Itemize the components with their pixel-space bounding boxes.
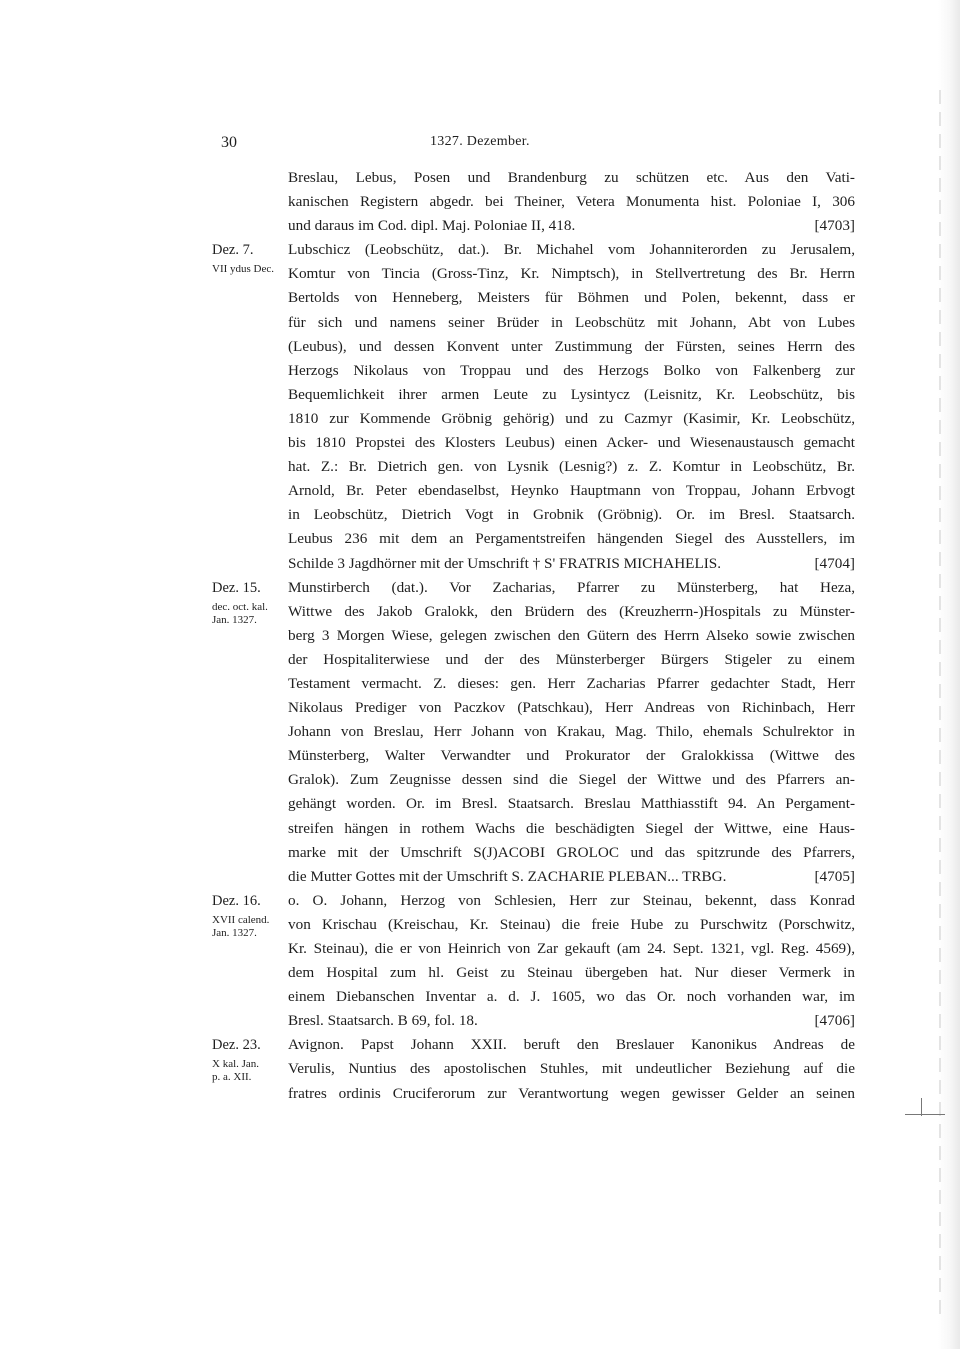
entry-date: Dez. 15. <box>212 579 261 596</box>
text-line: berg 3 Morgen Wiese, gelegen zwischen den Gütern des Herrn Alseko sowie zwischen <box>288 626 855 644</box>
scan-edge <box>938 0 960 1349</box>
text-line: Munstirberch (dat.). Vor Zacharias, Pfarrer zu Münsterberg, hat Heza, <box>288 578 855 596</box>
text-line: Leubus 236 mit dem an Pergamentstreifen hängenden Siegel des Ausstellers, im <box>288 530 855 548</box>
text-line: (Leubus), und dessen Konvent unter Zustimmung der Fürsten, seines Herrn des <box>288 337 855 355</box>
page-number: 30 <box>221 134 237 151</box>
regest-number: [4704] <box>814 554 855 572</box>
text-line: einem Diebanschen Inventar a. d. J. 1605, wo das Or. noch vorhanden war, im <box>288 988 855 1006</box>
text-line: fratres ordinis Cruciferorum zur Verantwortung wegen gewisser Gelder an seinen <box>288 1084 855 1102</box>
entry-date-latin: XVII calend. <box>212 913 270 926</box>
text-line: bis 1810 Propstei des Klosters Leubus) einen Acker- und Wiesenaustausch gemacht <box>288 434 855 452</box>
text-line: der Hospitaliterwiese und der des Münsterberger Bürgers Stigeler zu einem <box>288 650 855 668</box>
text-line: Avignon. Papst Johann XXII. beruft den Breslauer Kanonikus Andreas de <box>288 1036 855 1054</box>
regest-number: [4703] <box>814 217 855 235</box>
text-line: marke mit der Umschrift S(J)ACOBI GROLOC und das spitzrunde des Pfarrers, <box>288 843 855 861</box>
margin-date <box>212 576 288 626</box>
text-line: Nikolaus Prediger von Paczkov (Patschkau), Herr Andreas von Richinbach, Herr <box>288 699 855 717</box>
text-line: Verulis, Nuntius des apostolischen Stuhles, mit undeutlicher Beziehung auf die <box>288 1060 855 1078</box>
margin-date <box>212 1033 288 1083</box>
entry-date: Dez. 23. <box>212 1037 261 1054</box>
text-line: Münsterberg, Walter Verwandter und Prokurator der Gralokkissa (Wittwe des <box>288 747 855 765</box>
text-line: von Krischau (Kreischau, Kr. Steinau) die freie Hube zu Purschwitz (Porschwitz, <box>288 915 855 933</box>
margin-date <box>212 238 288 275</box>
text-line: Breslau, Lebus, Posen und Brandenburg zu schützen etc. Aus den Vati- <box>288 169 855 186</box>
text-line: in Leobschütz, Dietrich Vogt in Grobnik (Gröbnig). Or. im Bresl. Staatsarch. <box>288 506 855 524</box>
text-line: streifen hängen in rothem Wachs die beschädigten Siegel der Wittwe, eine Haus- <box>288 819 855 837</box>
entry-date-latin: dec. oct. kal. <box>212 600 268 613</box>
text-line: Gralok). Zum Zeugnisse dessen sind die Siegel der Wittwe und des Pfarrers an- <box>288 771 855 789</box>
entry-date-latin: Jan. 1327. <box>212 613 257 626</box>
text-line: Bequemlichkeit ihrer armen Leute zu Lysintycz (Leisnitz, Kr. Leobschütz, bis <box>288 385 855 403</box>
text-line: für sich und namens seiner Brüder in Leobschütz mit Johann, Abt von Lubes <box>288 313 855 331</box>
document-body <box>212 166 857 1106</box>
margin-date <box>212 889 288 939</box>
regest-entry <box>212 238 857 575</box>
text-line: Testament vermacht. Z. dieses: gen. Herr Zacharias Pfarrer gedachter Stadt, Herr <box>288 674 855 692</box>
text-line: Kr. Steinau), die er von Heinrich von Zar gekauft (am 24. Sept. 1321, vgl. Reg. 4569), <box>288 940 855 957</box>
text-line: Johann von Breslau, Herr Johann von Krakau, Mag. Thilo, ehemals Schulrektor in <box>288 723 855 741</box>
text-line-content: und daraus im Cod. dipl. Maj. Poloniae II, 418. <box>288 217 576 235</box>
text-line-content: Bresl. Staatsarch. B 69, fol. 18. <box>288 1012 478 1030</box>
text-line: hat. Z.: Br. Dietrich gen. von Lysnik (Lesnig?) z. Z. Komtur in Leobschütz, Br. <box>288 458 855 476</box>
entry-date-latin: p. a. XII. <box>212 1071 252 1084</box>
entry-date-latin: X kal. Jan. <box>212 1058 260 1071</box>
text-line: Komtur von Tincia (Gross-Tinz, Kr. Nimptsch), in Stellvertretung des Br. Herrn <box>288 265 855 283</box>
regest-number: [4705] <box>814 867 855 885</box>
entry-date: Dez. 16. <box>212 892 261 909</box>
regest-entry <box>212 1033 857 1105</box>
regest-entry <box>212 166 857 238</box>
text-line-last <box>288 1009 855 1033</box>
text-line: Lubschicz (Leobschütz, dat.). Br. Michahel vom Johanniterorden zu Jerusalem, <box>288 241 855 259</box>
text-line: 1810 zur Kommende Gröbnig gehörig) und zu Cazmyr (Kasimir, Kr. Leobschütz, <box>288 409 855 427</box>
entry-date-latin: VII ydus Dec. <box>212 263 275 276</box>
text-line: Bertolds von Henneberg, Meisters für Böhmen und Polen, bekennt, dass er <box>288 289 855 307</box>
text-line: o. O. Johann, Herzog von Schlesien, Herr zur Steinau, bekennt, dass Konrad <box>288 891 855 909</box>
running-head: 1327. Dezember. <box>430 134 530 149</box>
text-line: gehängt worden. Or. im Bresl. Staatsarch. Breslau Matthiasstift 94. An Pergament- <box>288 795 855 813</box>
scan-crop-tick <box>905 1114 945 1115</box>
text-line: dem Hospital zum hl. Geist zu Steinau übergeben hat. Nur dieser Vermerk in <box>288 964 855 982</box>
text-line-last <box>288 214 855 238</box>
entry-date: Dez. 7. <box>212 242 254 259</box>
text-line: Herzogs Nikolaus von Troppau und des Herzogs Bolko von Falkenberg zur <box>288 361 855 379</box>
text-line: Wittwe des Jakob Gralokk, den Brüdern des (Kreuzherrn-)Hospitals zu Münster- <box>288 602 855 620</box>
scan-fold-line <box>939 90 941 1320</box>
text-line-content: die Mutter Gottes mit der Umschrift S. ZACHARIE PLEBAN... TRBG. <box>288 867 727 885</box>
text-line-content: Schilde 3 Jagdhörner mit der Umschrift † S' FRATRIS MICHAHELIS. <box>288 554 722 572</box>
regest-number: [4706] <box>814 1012 855 1030</box>
regest-entry <box>212 576 857 889</box>
text-line: kanischen Registern abgedr. bei Theiner, Vetera Monumenta hist. Poloniae I, 306 <box>288 193 855 211</box>
text-line-last <box>288 552 855 576</box>
regest-entry <box>212 889 857 1034</box>
page-header <box>0 134 960 158</box>
text-line-last <box>288 865 855 889</box>
entry-date-latin: Jan. 1327. <box>212 926 257 939</box>
text-line: Arnold, Br. Peter ebendaselbst, Heynko Hauptmann von Troppau, Johann Erbvogt <box>288 482 855 500</box>
